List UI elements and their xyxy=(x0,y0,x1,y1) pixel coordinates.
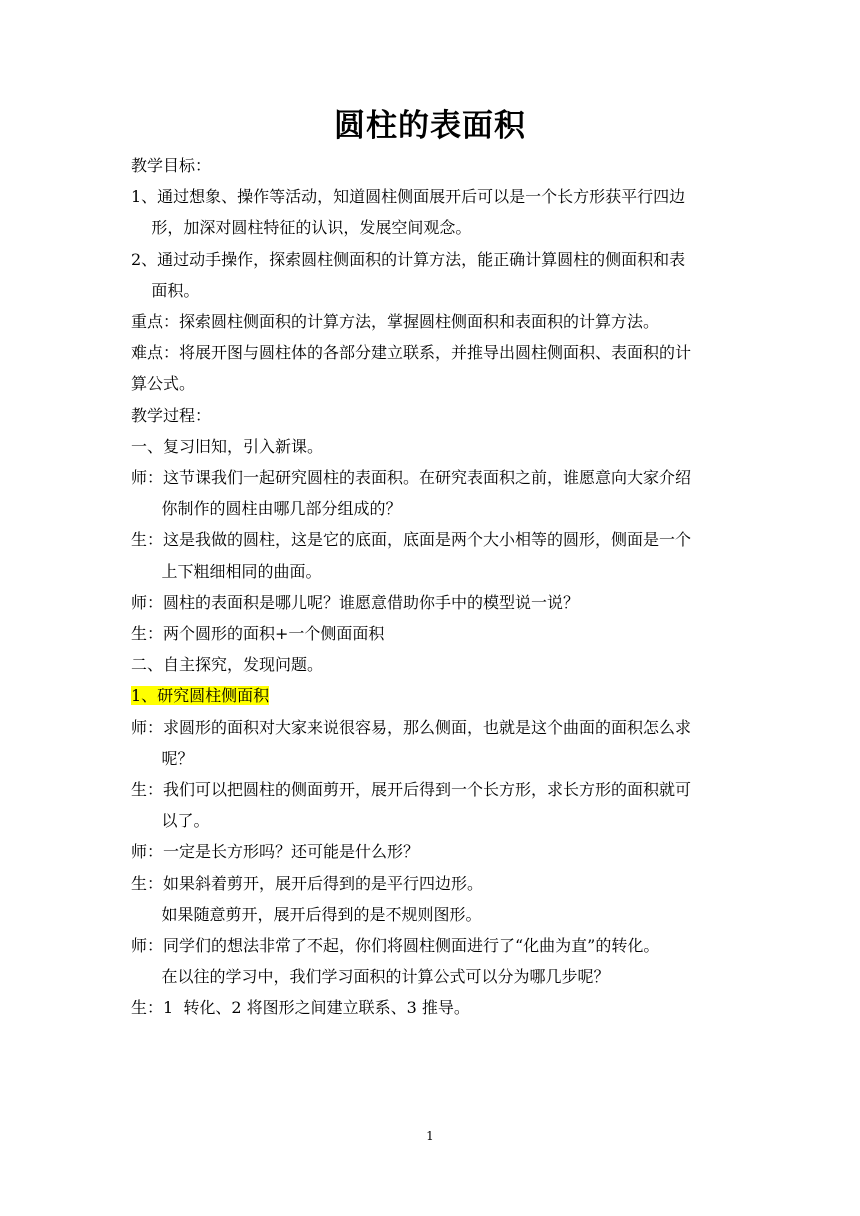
paragraph-line: 二、自主探究，发现问题。 xyxy=(131,655,324,675)
paragraph-line: 以了。 xyxy=(131,811,210,831)
paragraph-line: 师：同学们的想法非常了不起，你们将圆柱侧面进行了“化曲为直”的转化。 xyxy=(131,936,660,956)
paragraph-line: 师：求圆形的面积对大家来说很容易，那么侧面，也就是这个曲面的面积怎么求 xyxy=(131,717,692,737)
paragraph-line: 一、复习旧知，引入新课。 xyxy=(131,436,324,456)
paragraph-line: 面积。 xyxy=(131,280,200,300)
page-number: 1 xyxy=(426,1129,434,1143)
paragraph-line: 重点：探索圆柱侧面积的计算方法，掌握圆柱侧面积和表面积的计算方法。 xyxy=(131,312,660,332)
paragraph-line: 师：圆柱的表面积是哪儿呢？谁愿意借助你手中的模型说一说？ xyxy=(131,592,580,612)
highlighted-heading xyxy=(131,680,731,711)
paragraph-line: 在以往的学习中，我们学习面积的计算公式可以分为哪几步呢？ xyxy=(131,967,610,987)
paragraph-line: 教学目标： xyxy=(131,156,212,175)
paragraph-line: 教学过程： xyxy=(131,405,212,425)
paragraph-line: 1、通过想象、操作等活动，知道圆柱侧面展开后可以是一个长方形获平行四边 xyxy=(131,187,686,207)
paragraph-line: 师：这节课我们一起研究圆柱的表面积。在研究表面积之前，谁愿意向大家介绍 xyxy=(131,468,692,488)
paragraph-line: 呢？ xyxy=(131,748,194,768)
paragraph-line: 上下粗细相同的曲面。 xyxy=(131,561,322,581)
paragraph-line: 师：一定是长方形吗？还可能是什么形？ xyxy=(131,842,420,862)
paragraph-line: 生：1 转化、2 将图形之间建立联系、3 推导。 xyxy=(131,998,470,1018)
page-title: 圆柱的表面积 xyxy=(334,108,526,144)
paragraph-line: 生：如果斜着剪开，展开后得到的是平行四边形。 xyxy=(131,873,484,893)
paragraph-line: 生：这是我做的圆柱，这是它的底面，底面是两个大小相等的圆形，侧面是一个 xyxy=(131,530,692,550)
paragraph-line: 如果随意剪开，展开后得到的是不规则图形。 xyxy=(131,904,482,924)
paragraph-line: 你制作的圆柱由哪几部分组成的？ xyxy=(131,499,402,519)
paragraph-line: 算公式。 xyxy=(131,374,196,394)
paragraph-line: 生：我们可以把圆柱的侧面剪开，展开后得到一个长方形，求长方形的面积就可 xyxy=(131,780,692,800)
highlight-span: 1、研究圆柱侧面积 xyxy=(131,686,270,706)
paragraph-line: 2、通过动手操作，探索圆柱侧面积的计算方法，能正确计算圆柱的侧面积和表 xyxy=(131,249,686,269)
paragraph-line: 难点：将展开图与圆柱体的各部分建立联系，并推导出圆柱侧面积、表面积的计 xyxy=(131,343,692,363)
paragraph-line: 生：两个圆形的面积+一个侧面面积 xyxy=(131,624,385,644)
paragraph-line: 形，加深对圆柱特征的认识，发展空间观念。 xyxy=(131,218,472,238)
document-body xyxy=(131,150,731,1024)
